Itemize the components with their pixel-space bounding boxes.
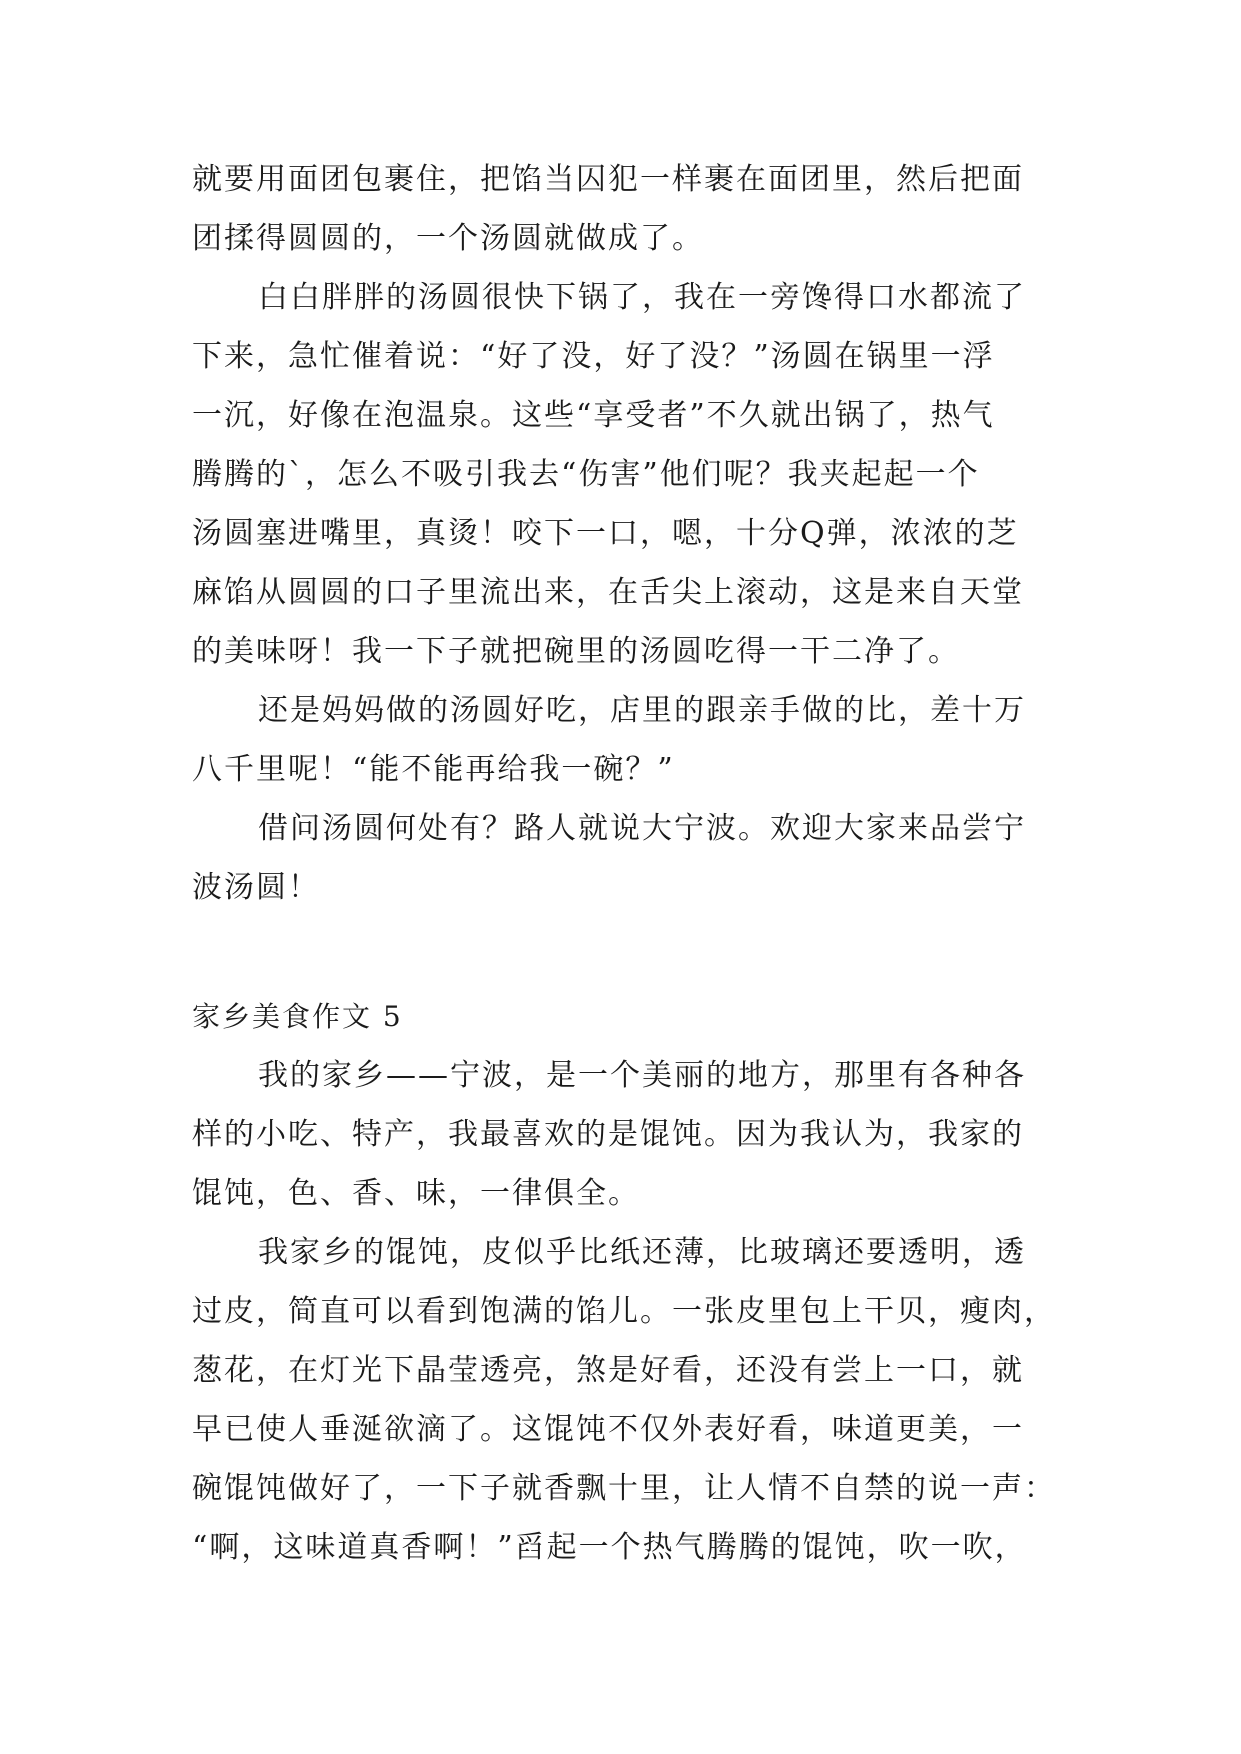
text-line: 我家乡的馄饨，皮似乎比纸还薄，比玻璃还要透明，透	[258, 1235, 1026, 1270]
text-line: 样的小吃、特产，我最喜欢的是馄饨。因为我认为，我家的	[192, 1117, 1024, 1152]
paragraph	[192, 1046, 1052, 1223]
text-line: 碗馄饨做好了，一下子就香飘十里，让人情不自禁的说一声：	[192, 1471, 1056, 1506]
text-line: 的美味呀！我一下子就把碗里的汤圆吃得一干二净了。	[192, 634, 960, 669]
text-line: 借问汤圆何处有？路人就说大宁波。欢迎大家来品尝宁	[258, 811, 1026, 846]
text-line: 波汤圆！	[192, 870, 320, 905]
paragraph	[192, 799, 1052, 917]
text-line: 就要用面团包裹住，把馅当囚犯一样裹在面团里，然后把面	[192, 162, 1024, 197]
text-line: 麻馅从圆圆的口子里流出来，在舌尖上滚动，这是来自天堂	[192, 575, 1024, 610]
essay-title: 家乡美食作文 5	[192, 1000, 403, 1033]
text-line: 腾腾的`，怎么不吸引我去“伤害”他们呢？我夹起起一个	[192, 457, 980, 492]
text-line: 白白胖胖的汤圆很快下锅了，我在一旁馋得口水都流了	[258, 280, 1026, 315]
text-line: 一沉，好像在泡温泉。这些“享受者”不久就出锅了，热气	[192, 398, 995, 433]
text-line: 汤圆塞进嘴里，真烫！咬下一口，嗯，十分Q弹，浓浓的芝	[192, 516, 1019, 551]
text-line: 八千里呢！“能不能再给我一碗？”	[192, 752, 675, 787]
text-line: 还是妈妈做的汤圆好吃，店里的跟亲手做的比，差十万	[258, 693, 1026, 728]
document-page	[192, 150, 1056, 1577]
text-line: 过皮，简直可以看到饱满的馅儿。一张皮里包上干贝，瘦肉，	[192, 1294, 1056, 1329]
text-line: 葱花，在灯光下晶莹透亮，煞是好看，还没有尝上一口，就	[192, 1353, 1024, 1388]
paragraph	[192, 268, 1052, 681]
paragraph	[192, 150, 1052, 268]
text-line: 我的家乡——宁波，是一个美丽的地方，那里有各种各	[258, 1058, 1026, 1093]
text-line: 团揉得圆圆的，一个汤圆就做成了。	[192, 221, 704, 256]
paragraph	[192, 1223, 1056, 1577]
paragraph	[192, 681, 1052, 799]
section-spacer	[192, 917, 1052, 987]
text-line: 早已使人垂涎欲滴了。这馄饨不仅外表好看，味道更美，一	[192, 1412, 1024, 1447]
text-line: 下来，急忙催着说：“好了没，好了没？”汤圆在锅里一浮	[192, 339, 995, 374]
text-line: 馄饨，色、香、味，一律俱全。	[192, 1176, 640, 1211]
text-line: “啊，这味道真香啊！”舀起一个热气腾腾的馄饨，吹一吹，	[192, 1530, 1027, 1565]
